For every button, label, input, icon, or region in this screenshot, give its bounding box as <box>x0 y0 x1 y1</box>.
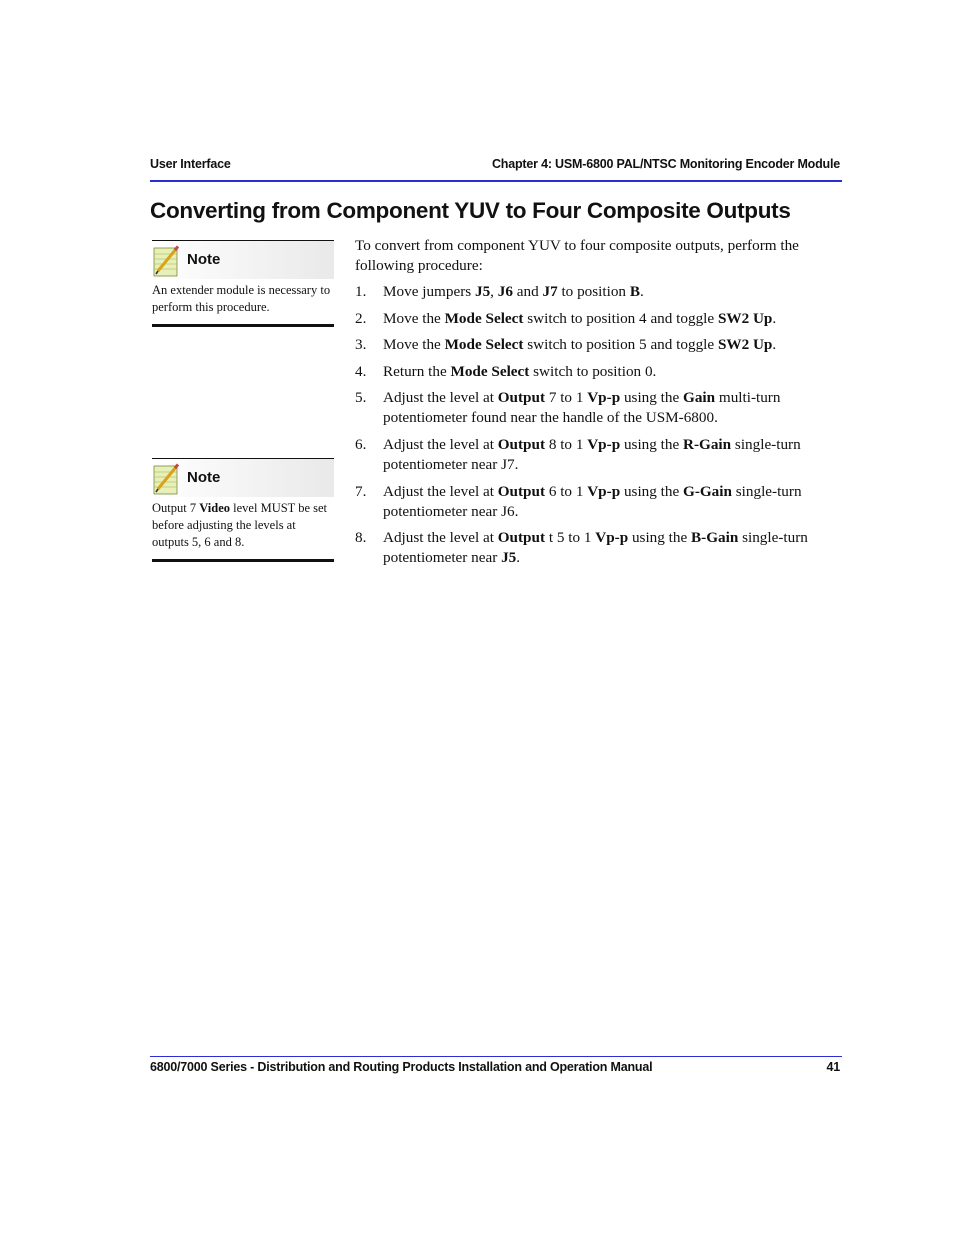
note-header <box>152 459 334 497</box>
step-text: Return the <box>383 362 451 380</box>
procedure-step <box>355 282 840 302</box>
note-label: Note <box>187 251 221 268</box>
note-text-pre: Output 7 <box>152 501 200 515</box>
notepad-pencil-icon <box>153 463 179 495</box>
step-text: Adjust the level at <box>383 389 498 407</box>
step-term: G-Gain <box>683 482 732 500</box>
note-text-post: level MUST be set before adjusting the levels at outputs 5, 6 and 8. <box>152 501 328 549</box>
section-title: Converting from Component YUV to Four Composite Outputs <box>150 198 791 223</box>
step-text: switch to position 0. <box>529 362 657 380</box>
step-text: 7 to 1 <box>545 389 588 407</box>
step-term: Vp-p <box>595 529 629 547</box>
step-text: switch to position 4 and toggle <box>523 309 718 327</box>
step-text: multi-turn potentiometer found near the handle of the USM-6800. <box>383 389 781 427</box>
procedure-step <box>355 435 840 475</box>
step-text: single-turn potentiometer near <box>383 529 808 567</box>
step-term: Mode Select <box>450 362 530 380</box>
note-bottom-rule <box>152 559 334 562</box>
step-text: to position <box>557 283 630 300</box>
step-term: R-Gain <box>683 435 732 453</box>
step-text: , <box>490 283 498 300</box>
note-label: Note <box>187 469 221 486</box>
step-term: Output <box>497 529 546 547</box>
note-text: An extender module is necessary to perform this procedure. <box>152 283 331 314</box>
step-number: 6. <box>355 435 367 453</box>
step-text: using the <box>628 529 692 547</box>
running-footer <box>150 1060 840 1074</box>
step-term: J5 <box>501 549 517 567</box>
step-text: Adjust the level at <box>383 435 498 453</box>
step-term: J5 <box>474 283 491 300</box>
step-number: 7. <box>355 482 367 500</box>
step-text: 8 to 1 <box>545 435 588 453</box>
step-text: using the <box>620 389 683 407</box>
step-term: B <box>629 283 640 300</box>
step-text: single-turn potentiometer near J7. <box>383 435 801 473</box>
step-text: Move jumpers <box>383 283 475 300</box>
step-text: . <box>772 309 777 327</box>
procedure-step <box>355 528 840 568</box>
running-header <box>150 155 840 177</box>
footer-rule <box>150 1056 842 1057</box>
procedure <box>355 236 840 575</box>
step-term: Vp-p <box>587 482 621 500</box>
step-text: using the <box>620 482 683 500</box>
step-number: 8. <box>355 529 367 547</box>
step-term: Output <box>497 482 546 500</box>
procedure-step <box>355 335 840 355</box>
note-box-2 <box>152 458 334 562</box>
note-text-bold: Video <box>199 501 231 515</box>
step-text: . <box>516 549 521 567</box>
step-term: B-Gain <box>691 529 739 547</box>
step-number: 2. <box>355 309 367 327</box>
step-term: Vp-p <box>587 435 621 453</box>
step-text: 6 to 1 <box>545 482 588 500</box>
step-term: Vp-p <box>587 389 621 407</box>
step-text: Move the <box>383 309 445 327</box>
note-bottom-rule <box>152 324 334 327</box>
header-chapter: Chapter 4: USM-6800 PAL/NTSC Monitoring Encoder Module <box>491 157 840 171</box>
step-text: Adjust the level at <box>383 482 498 500</box>
header-rule <box>150 180 842 182</box>
procedure-step <box>355 309 840 329</box>
step-term: Output <box>497 435 546 453</box>
procedure-step <box>355 388 840 428</box>
step-term: J7 <box>542 283 558 300</box>
procedure-steps <box>355 282 840 568</box>
step-term: Mode Select <box>444 309 524 327</box>
step-text: . <box>639 283 644 300</box>
step-text: Move the <box>383 336 445 354</box>
header-section: User Interface <box>150 157 231 171</box>
procedure-intro: To convert from component YUV to four composite outputs, perform the following procedure: <box>355 237 799 274</box>
notepad-pencil-icon <box>153 245 179 277</box>
step-term: Output <box>497 389 546 407</box>
note-box-1 <box>152 240 334 327</box>
step-term: SW2 Up <box>717 309 773 327</box>
note-text <box>152 497 334 551</box>
step-term: SW2 Up <box>717 336 773 354</box>
step-text: t 5 to 1 <box>545 529 596 547</box>
step-text: using the <box>620 435 683 453</box>
step-text: . <box>772 336 777 354</box>
procedure-step <box>355 482 840 522</box>
step-text: and <box>512 283 543 300</box>
step-term: Mode Select <box>444 336 524 354</box>
step-text: switch to position 5 and toggle <box>523 336 718 354</box>
step-text: single-turn potentiometer near J6. <box>383 482 802 520</box>
step-text: Adjust the level at <box>383 529 498 547</box>
step-number: 1. <box>355 283 367 300</box>
step-number: 5. <box>355 389 367 407</box>
step-term: Gain <box>683 389 716 407</box>
footer-manual-title: 6800/7000 Series - Distribution and Routing Products Installation and Operation Manual <box>150 1060 653 1074</box>
note-header <box>152 241 334 279</box>
step-number: 4. <box>355 362 367 380</box>
procedure-step <box>355 362 840 382</box>
step-term: J6 <box>497 283 513 300</box>
step-number: 3. <box>355 336 367 354</box>
page-number: 41 <box>826 1060 840 1074</box>
